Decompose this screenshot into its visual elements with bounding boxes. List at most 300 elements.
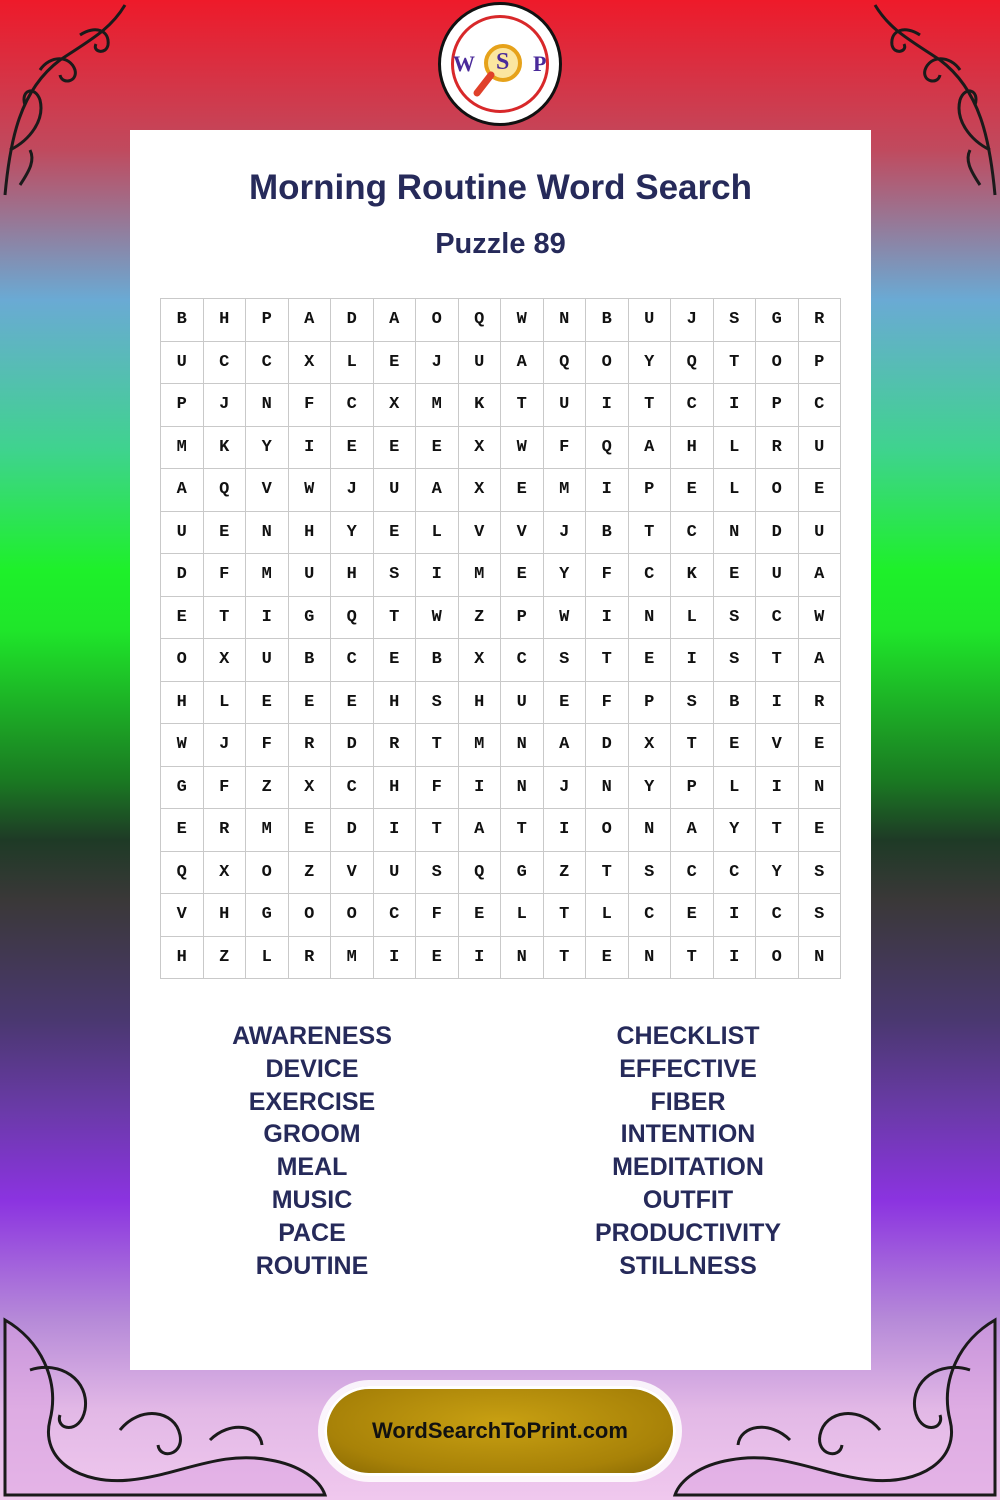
grid-cell[interactable]: E: [628, 639, 671, 682]
grid-cell[interactable]: D: [331, 299, 374, 342]
grid-cell[interactable]: I: [416, 554, 459, 597]
word-list-item: MEAL: [276, 1153, 348, 1182]
grid-cell[interactable]: E: [798, 469, 841, 512]
word-list-item: ROUTINE: [255, 1251, 369, 1280]
grid-cell[interactable]: P: [628, 681, 671, 724]
grid-cell[interactable]: Q: [543, 341, 586, 384]
grid-cell[interactable]: A: [798, 554, 841, 597]
grid-cell[interactable]: T: [203, 596, 246, 639]
grid-cell[interactable]: W: [543, 596, 586, 639]
grid-cell[interactable]: C: [628, 894, 671, 937]
grid-cell[interactable]: K: [458, 384, 501, 427]
grid-cell[interactable]: E: [373, 639, 416, 682]
word-list-item: INTENTION: [620, 1120, 756, 1149]
grid-cell[interactable]: J: [203, 384, 246, 427]
grid-cell[interactable]: O: [756, 469, 799, 512]
grid-cell[interactable]: U: [501, 681, 544, 724]
corner-flourish-top-left: [0, 0, 130, 200]
grid-cell[interactable]: Y: [543, 554, 586, 597]
grid-cell[interactable]: E: [671, 894, 714, 937]
grid-cell[interactable]: M: [416, 384, 459, 427]
grid-cell[interactable]: E: [416, 426, 459, 469]
grid-cell[interactable]: H: [288, 511, 331, 554]
grid-cell[interactable]: I: [756, 681, 799, 724]
grid-cell[interactable]: P: [628, 469, 671, 512]
grid-cell[interactable]: V: [756, 724, 799, 767]
word-list-item: GROOM: [263, 1120, 361, 1149]
grid-cell[interactable]: S: [628, 851, 671, 894]
grid-cell[interactable]: A: [628, 426, 671, 469]
grid-cell[interactable]: E: [501, 554, 544, 597]
grid-cell[interactable]: U: [161, 341, 204, 384]
grid-cell[interactable]: V: [501, 511, 544, 554]
grid-cell[interactable]: W: [798, 596, 841, 639]
grid-cell[interactable]: J: [543, 511, 586, 554]
grid-cell[interactable]: N: [798, 766, 841, 809]
grid-cell[interactable]: P: [756, 384, 799, 427]
letter-grid: [160, 298, 841, 979]
grid-cell[interactable]: Z: [458, 596, 501, 639]
grid-cell[interactable]: F: [543, 426, 586, 469]
grid-cell[interactable]: D: [331, 724, 374, 767]
grid-cell[interactable]: V: [458, 511, 501, 554]
grid-cell[interactable]: L: [713, 766, 756, 809]
word-list-item: EFFECTIVE: [619, 1054, 757, 1083]
grid-cell[interactable]: A: [501, 341, 544, 384]
grid-cell[interactable]: H: [203, 894, 246, 937]
grid-cell[interactable]: E: [798, 809, 841, 852]
grid-cell[interactable]: S: [373, 554, 416, 597]
grid-cell[interactable]: E: [416, 936, 459, 979]
grid-cell[interactable]: H: [671, 426, 714, 469]
grid-cell[interactable]: X: [288, 341, 331, 384]
grid-cell[interactable]: R: [203, 809, 246, 852]
grid-cell[interactable]: A: [288, 299, 331, 342]
grid-cell[interactable]: T: [543, 936, 586, 979]
grid-row: [161, 299, 841, 342]
word-list-item: AWARENESS: [232, 1022, 392, 1050]
grid-cell[interactable]: C: [756, 894, 799, 937]
grid-cell[interactable]: I: [713, 894, 756, 937]
grid-cell[interactable]: A: [543, 724, 586, 767]
grid-cell[interactable]: G: [246, 894, 289, 937]
grid-cell[interactable]: C: [671, 384, 714, 427]
grid-cell[interactable]: O: [288, 894, 331, 937]
word-list-item: EXERCISE: [248, 1087, 376, 1116]
grid-cell[interactable]: E: [373, 426, 416, 469]
grid-cell[interactable]: C: [713, 851, 756, 894]
grid-cell[interactable]: E: [161, 809, 204, 852]
word-list-item: PRODUCTIVITY: [594, 1218, 782, 1247]
word-list-item: FIBER: [650, 1087, 726, 1116]
grid-row: [161, 596, 841, 639]
logo-letter-w: W: [453, 51, 475, 76]
grid-cell[interactable]: U: [161, 511, 204, 554]
wsp-logo[interactable]: [438, 2, 562, 126]
grid-cell[interactable]: F: [288, 384, 331, 427]
grid-cell[interactable]: B: [586, 511, 629, 554]
grid-cell[interactable]: E: [713, 554, 756, 597]
grid-cell[interactable]: G: [756, 299, 799, 342]
grid-cell[interactable]: U: [288, 554, 331, 597]
grid-cell[interactable]: S: [543, 639, 586, 682]
grid-cell[interactable]: O: [756, 341, 799, 384]
grid-cell[interactable]: I: [458, 936, 501, 979]
word-list-right: [538, 1020, 838, 1282]
grid-cell[interactable]: N: [501, 766, 544, 809]
grid-cell[interactable]: U: [798, 511, 841, 554]
puzzle-number: Puzzle 89: [435, 228, 566, 260]
grid-cell[interactable]: D: [586, 724, 629, 767]
word-list-item: PACE: [278, 1218, 346, 1247]
grid-cell[interactable]: E: [203, 511, 246, 554]
grid-cell[interactable]: A: [671, 809, 714, 852]
grid-cell[interactable]: L: [671, 596, 714, 639]
grid-cell[interactable]: Q: [671, 341, 714, 384]
grid-cell[interactable]: Q: [203, 469, 246, 512]
grid-cell[interactable]: E: [246, 681, 289, 724]
grid-cell[interactable]: T: [756, 809, 799, 852]
grid-cell[interactable]: E: [543, 681, 586, 724]
grid-cell[interactable]: R: [756, 426, 799, 469]
grid-cell[interactable]: Y: [713, 809, 756, 852]
grid-row: [161, 724, 841, 767]
grid-cell[interactable]: T: [713, 341, 756, 384]
grid-cell[interactable]: A: [798, 639, 841, 682]
grid-cell[interactable]: E: [331, 426, 374, 469]
grid-row: [161, 384, 841, 427]
grid-cell[interactable]: H: [161, 681, 204, 724]
grid-cell[interactable]: Q: [586, 426, 629, 469]
grid-cell[interactable]: I: [458, 766, 501, 809]
grid-cell[interactable]: S: [798, 851, 841, 894]
grid-cell[interactable]: T: [628, 511, 671, 554]
grid-row: [161, 426, 841, 469]
grid-cell[interactable]: F: [586, 554, 629, 597]
grid-cell[interactable]: N: [798, 936, 841, 979]
grid-cell[interactable]: L: [203, 681, 246, 724]
grid-cell[interactable]: H: [331, 554, 374, 597]
grid-cell[interactable]: L: [586, 894, 629, 937]
grid-cell[interactable]: T: [416, 809, 459, 852]
grid-cell[interactable]: Z: [543, 851, 586, 894]
grid-cell[interactable]: N: [628, 596, 671, 639]
grid-cell[interactable]: Y: [628, 341, 671, 384]
grid-cell[interactable]: E: [373, 341, 416, 384]
grid-cell[interactable]: B: [713, 681, 756, 724]
grid-cell[interactable]: O: [331, 894, 374, 937]
grid-cell[interactable]: L: [331, 341, 374, 384]
grid-row: [161, 809, 841, 852]
grid-cell[interactable]: N: [713, 511, 756, 554]
grid-cell[interactable]: B: [586, 299, 629, 342]
grid-cell[interactable]: T: [586, 639, 629, 682]
grid-cell[interactable]: P: [798, 341, 841, 384]
grid-cell[interactable]: N: [501, 724, 544, 767]
grid-cell[interactable]: M: [246, 809, 289, 852]
grid-cell[interactable]: Y: [756, 851, 799, 894]
grid-cell[interactable]: O: [586, 341, 629, 384]
grid-cell[interactable]: Z: [203, 936, 246, 979]
grid-cell[interactable]: N: [586, 766, 629, 809]
grid-cell[interactable]: T: [501, 809, 544, 852]
grid-cell[interactable]: E: [458, 894, 501, 937]
grid-cell[interactable]: E: [331, 681, 374, 724]
grid-cell[interactable]: Z: [288, 851, 331, 894]
grid-cell[interactable]: S: [798, 894, 841, 937]
grid-cell[interactable]: B: [288, 639, 331, 682]
word-list-item: CHECKLIST: [616, 1022, 760, 1050]
grid-cell[interactable]: I: [713, 384, 756, 427]
grid-cell[interactable]: T: [628, 384, 671, 427]
grid-cell[interactable]: C: [501, 639, 544, 682]
grid-cell[interactable]: E: [798, 724, 841, 767]
grid-cell[interactable]: C: [246, 341, 289, 384]
grid-cell[interactable]: X: [288, 766, 331, 809]
grid-cell[interactable]: X: [203, 851, 246, 894]
grid-cell[interactable]: E: [288, 681, 331, 724]
grid-cell[interactable]: M: [458, 554, 501, 597]
logo-letter-p: P: [533, 51, 547, 76]
word-list-item: OUTFIT: [642, 1185, 734, 1214]
grid-cell[interactable]: H: [161, 936, 204, 979]
grid-cell[interactable]: N: [246, 384, 289, 427]
grid-cell[interactable]: L: [501, 894, 544, 937]
grid-cell[interactable]: S: [713, 639, 756, 682]
grid-cell[interactable]: X: [628, 724, 671, 767]
grid-cell[interactable]: Q: [331, 596, 374, 639]
grid-cell[interactable]: X: [373, 384, 416, 427]
grid-cell[interactable]: R: [798, 299, 841, 342]
grid-cell[interactable]: N: [501, 936, 544, 979]
grid-cell[interactable]: T: [671, 936, 714, 979]
grid-cell[interactable]: O: [586, 809, 629, 852]
grid-cell[interactable]: J: [331, 469, 374, 512]
grid-row: [161, 469, 841, 512]
grid-cell[interactable]: U: [246, 639, 289, 682]
grid-cell[interactable]: S: [416, 681, 459, 724]
grid-cell[interactable]: W: [288, 469, 331, 512]
grid-cell[interactable]: X: [458, 469, 501, 512]
grid-cell[interactable]: I: [373, 936, 416, 979]
grid-cell[interactable]: Y: [331, 511, 374, 554]
grid-cell[interactable]: J: [671, 299, 714, 342]
grid-cell[interactable]: N: [628, 936, 671, 979]
grid-cell[interactable]: Y: [246, 426, 289, 469]
grid-cell[interactable]: F: [203, 766, 246, 809]
grid-cell[interactable]: C: [671, 511, 714, 554]
grid-cell[interactable]: I: [586, 469, 629, 512]
grid-cell[interactable]: G: [161, 766, 204, 809]
grid-cell[interactable]: X: [203, 639, 246, 682]
word-list-item: DEVICE: [265, 1054, 359, 1083]
grid-cell[interactable]: Q: [458, 299, 501, 342]
grid-cell[interactable]: N: [543, 299, 586, 342]
page-title: Morning Routine Word Search: [249, 168, 752, 207]
grid-cell[interactable]: L: [713, 469, 756, 512]
grid-cell[interactable]: A: [373, 299, 416, 342]
grid-cell[interactable]: O: [246, 851, 289, 894]
grid-cell[interactable]: T: [543, 894, 586, 937]
grid-cell[interactable]: O: [161, 639, 204, 682]
grid-cell[interactable]: E: [288, 809, 331, 852]
grid-cell[interactable]: A: [458, 809, 501, 852]
grid-cell[interactable]: O: [756, 936, 799, 979]
grid-cell[interactable]: E: [501, 469, 544, 512]
grid-cell[interactable]: J: [203, 724, 246, 767]
grid-cell[interactable]: H: [203, 299, 246, 342]
grid-cell[interactable]: E: [586, 936, 629, 979]
grid-cell[interactable]: A: [416, 469, 459, 512]
grid-cell[interactable]: C: [331, 766, 374, 809]
grid-cell[interactable]: P: [501, 596, 544, 639]
grid-cell[interactable]: N: [246, 511, 289, 554]
grid-cell[interactable]: T: [416, 724, 459, 767]
grid-cell[interactable]: U: [628, 299, 671, 342]
grid-cell[interactable]: H: [373, 766, 416, 809]
website-link-button[interactable]: [324, 1386, 676, 1476]
grid-cell[interactable]: L: [416, 511, 459, 554]
grid-cell[interactable]: W: [161, 724, 204, 767]
grid-cell[interactable]: U: [373, 469, 416, 512]
grid-cell[interactable]: N: [628, 809, 671, 852]
grid-cell[interactable]: B: [161, 299, 204, 342]
grid-cell[interactable]: X: [458, 639, 501, 682]
grid-cell[interactable]: J: [543, 766, 586, 809]
grid-cell[interactable]: U: [373, 851, 416, 894]
grid-cell[interactable]: S: [671, 681, 714, 724]
grid-cell[interactable]: F: [416, 766, 459, 809]
grid-cell[interactable]: S: [713, 299, 756, 342]
grid-cell[interactable]: K: [671, 554, 714, 597]
grid-cell[interactable]: Y: [628, 766, 671, 809]
grid-cell[interactable]: G: [288, 596, 331, 639]
grid-cell[interactable]: H: [373, 681, 416, 724]
grid-row: [161, 766, 841, 809]
grid-cell[interactable]: T: [373, 596, 416, 639]
grid-cell[interactable]: C: [331, 384, 374, 427]
grid-cell[interactable]: C: [203, 341, 246, 384]
grid-cell[interactable]: J: [416, 341, 459, 384]
grid-cell[interactable]: G: [501, 851, 544, 894]
grid-cell[interactable]: F: [586, 681, 629, 724]
grid-cell[interactable]: W: [416, 596, 459, 639]
grid-cell[interactable]: Q: [161, 851, 204, 894]
grid-cell[interactable]: R: [288, 724, 331, 767]
word-list-left: [162, 1020, 462, 1282]
grid-cell[interactable]: S: [713, 596, 756, 639]
grid-cell[interactable]: L: [713, 426, 756, 469]
grid-cell[interactable]: C: [671, 851, 714, 894]
grid-row: [161, 851, 841, 894]
grid-cell[interactable]: K: [203, 426, 246, 469]
grid-cell[interactable]: Z: [246, 766, 289, 809]
grid-cell[interactable]: R: [373, 724, 416, 767]
grid-cell[interactable]: W: [501, 299, 544, 342]
grid-cell[interactable]: V: [161, 894, 204, 937]
grid-cell[interactable]: W: [501, 426, 544, 469]
grid-cell[interactable]: L: [246, 936, 289, 979]
grid-cell[interactable]: M: [543, 469, 586, 512]
grid-cell[interactable]: I: [713, 936, 756, 979]
grid-cell[interactable]: U: [798, 426, 841, 469]
grid-row: [161, 894, 841, 937]
grid-cell[interactable]: S: [416, 851, 459, 894]
grid-row: [161, 639, 841, 682]
grid-cell[interactable]: I: [671, 639, 714, 682]
grid-cell[interactable]: I: [373, 809, 416, 852]
grid-cell[interactable]: I: [586, 596, 629, 639]
grid-cell[interactable]: Q: [458, 851, 501, 894]
grid-cell[interactable]: F: [246, 724, 289, 767]
grid-cell[interactable]: D: [161, 554, 204, 597]
corner-flourish-top-right: [870, 0, 1000, 200]
grid-cell[interactable]: E: [713, 724, 756, 767]
grid-cell[interactable]: M: [331, 936, 374, 979]
grid-cell[interactable]: D: [331, 809, 374, 852]
grid-cell[interactable]: T: [756, 639, 799, 682]
grid-cell[interactable]: M: [458, 724, 501, 767]
grid-cell[interactable]: U: [756, 554, 799, 597]
grid-cell[interactable]: I: [756, 766, 799, 809]
grid-cell[interactable]: F: [416, 894, 459, 937]
grid-cell[interactable]: I: [586, 384, 629, 427]
grid-cell[interactable]: P: [161, 384, 204, 427]
grid-row: [161, 341, 841, 384]
grid-cell[interactable]: I: [246, 596, 289, 639]
word-list-item: MUSIC: [271, 1185, 353, 1214]
grid-cell[interactable]: C: [798, 384, 841, 427]
grid-cell[interactable]: U: [543, 384, 586, 427]
puzzle-sheet: [130, 130, 871, 1370]
grid-cell[interactable]: C: [756, 596, 799, 639]
grid-cell[interactable]: X: [458, 426, 501, 469]
grid-cell[interactable]: I: [288, 426, 331, 469]
website-link-label: WordSearchToPrint.com: [372, 1418, 628, 1443]
grid-cell[interactable]: O: [416, 299, 459, 342]
grid-cell[interactable]: A: [161, 469, 204, 512]
grid-cell[interactable]: E: [161, 596, 204, 639]
grid-row: [161, 511, 841, 554]
logo-letter-s: S: [496, 49, 510, 75]
grid-cell[interactable]: T: [586, 851, 629, 894]
grid-cell[interactable]: C: [331, 639, 374, 682]
grid-row: [161, 554, 841, 597]
grid-cell[interactable]: E: [373, 511, 416, 554]
grid-cell[interactable]: C: [628, 554, 671, 597]
grid-cell[interactable]: V: [246, 469, 289, 512]
word-list-item: MEDITATION: [612, 1153, 764, 1182]
grid-cell[interactable]: B: [416, 639, 459, 682]
grid-cell[interactable]: P: [246, 299, 289, 342]
grid-cell[interactable]: C: [373, 894, 416, 937]
grid-cell[interactable]: R: [798, 681, 841, 724]
grid-cell[interactable]: H: [458, 681, 501, 724]
grid-cell[interactable]: I: [543, 809, 586, 852]
grid-cell[interactable]: V: [331, 851, 374, 894]
word-list-item: STILLNESS: [619, 1251, 757, 1280]
grid-cell[interactable]: T: [671, 724, 714, 767]
grid-cell[interactable]: F: [203, 554, 246, 597]
grid-cell[interactable]: M: [161, 426, 204, 469]
grid-cell[interactable]: D: [756, 511, 799, 554]
grid-cell[interactable]: P: [671, 766, 714, 809]
grid-cell[interactable]: R: [288, 936, 331, 979]
grid-cell[interactable]: E: [671, 469, 714, 512]
grid-cell[interactable]: T: [501, 384, 544, 427]
grid-cell[interactable]: M: [246, 554, 289, 597]
grid-cell[interactable]: U: [458, 341, 501, 384]
